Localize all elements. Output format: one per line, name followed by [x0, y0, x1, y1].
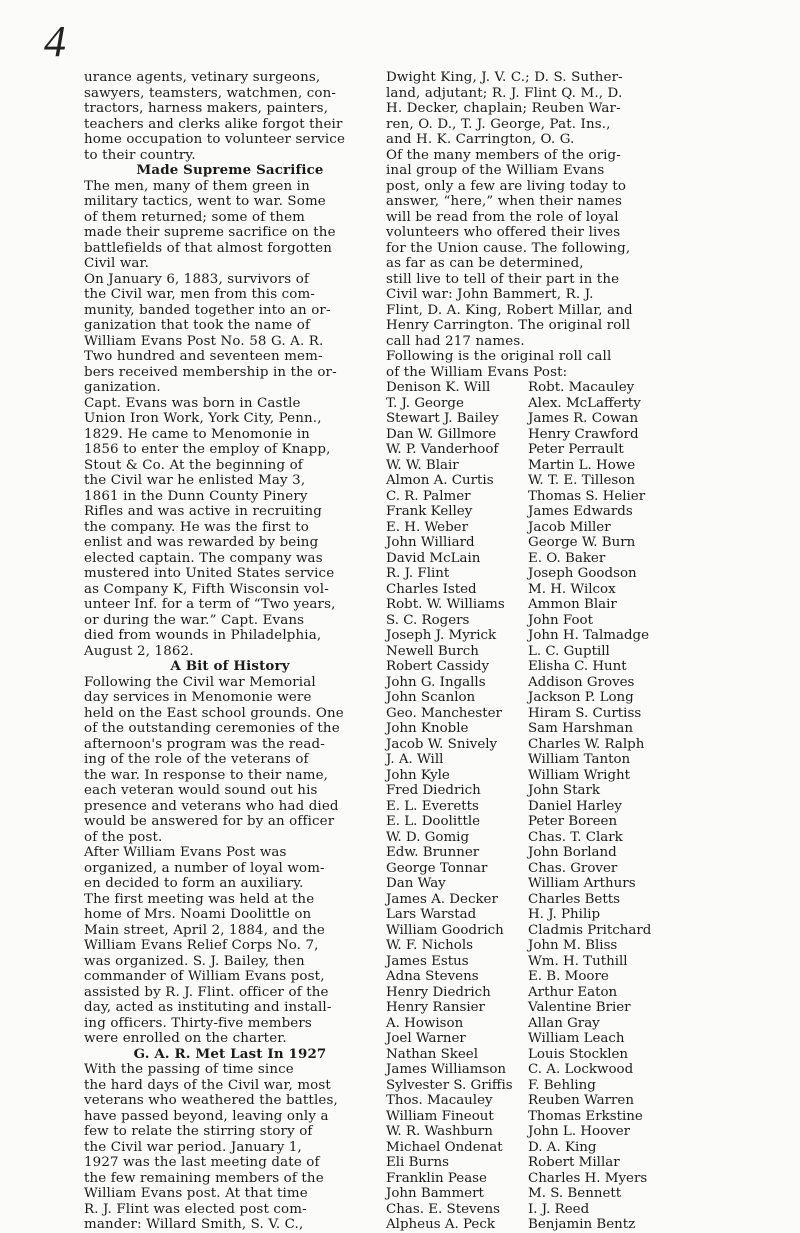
roll-call-row	[386, 861, 668, 877]
roll-call-name: Alpheus A. Peck	[386, 1217, 495, 1232]
text-line: Dwight King, J. V. C.; D. S. Suther-	[386, 70, 623, 85]
roll-call-name: W. R. Washburn	[386, 1124, 493, 1139]
roll-call-row	[386, 535, 668, 551]
text-line: as far as can be determined,	[386, 256, 584, 271]
text-line: ren, O. D., T. J. George, Pat. Ins.,	[386, 116, 611, 132]
roll-call-row	[386, 566, 668, 582]
roll-call-name: Nathan Skeel	[386, 1046, 478, 1062]
text-line: 1856 to enter the employ of Knapp,	[84, 442, 331, 457]
roll-call-name: Louis Stocklen	[528, 1046, 629, 1062]
text-line: few to relate the stirring story of	[84, 1124, 313, 1139]
text-line: of the post.	[84, 829, 163, 845]
text-line: With the passing of time since	[84, 1062, 294, 1077]
text-line: ganization.	[84, 380, 161, 395]
roll-call-name: Franklin Pease	[386, 1170, 487, 1186]
roll-call-name: Almon A. Curtis	[386, 473, 494, 488]
roll-call-row	[386, 737, 668, 753]
roll-call-row	[386, 1093, 668, 1109]
roll-call-name: Robt. W. Williams	[386, 597, 505, 612]
roll-call-row	[386, 504, 668, 520]
roll-call-name: H. J. Philip	[528, 907, 601, 922]
roll-call-name: John G. Ingalls	[386, 674, 486, 690]
roll-call-name: Robt. Macauley	[528, 380, 635, 395]
roll-call-name: Allan Gray	[528, 1015, 600, 1031]
roll-call-row	[386, 613, 668, 629]
section-heading: Made Supreme Sacrifice	[136, 162, 324, 178]
roll-call-row	[386, 1186, 668, 1202]
roll-call-row	[386, 954, 668, 970]
roll-call-name: Fred Diedrich	[386, 783, 481, 798]
roll-call-name: T. J. George	[386, 395, 464, 411]
roll-call-row	[386, 442, 668, 458]
text-line: the war. In response to their name,	[84, 767, 329, 783]
roll-call-row	[386, 690, 668, 706]
roll-call-name: John Foot	[528, 612, 593, 628]
roll-call-row	[386, 489, 668, 505]
roll-call-name: E. B. Moore	[528, 969, 609, 984]
text-line: teachers and clerks alike forgot their	[84, 116, 343, 132]
roll-call-name: Joel Warner	[386, 1031, 466, 1046]
roll-call-row	[386, 644, 668, 660]
roll-call-name: James A. Decker	[386, 891, 498, 907]
text-line: tractors, harness makers, painters,	[84, 101, 329, 116]
roll-call-name: Frank Kelley	[386, 504, 473, 519]
roll-call-name: Jacob W. Snively	[386, 736, 498, 752]
text-line: home of Mrs. Noami Doolittle on	[84, 907, 312, 922]
text-line: sawyers, teamsters, watchmen, con-	[84, 85, 337, 101]
roll-call-row	[386, 380, 668, 396]
text-line: died from wounds in Philadelphia,	[84, 628, 322, 643]
text-line: inal group of the William Evans	[386, 163, 605, 178]
roll-call-name: J. A. Will	[386, 752, 444, 767]
roll-call-name: S. C. Rogers	[386, 612, 470, 628]
roll-call-name: Hiram S. Curtiss	[528, 705, 642, 721]
text-line: ing of the role of the veterans of	[84, 752, 309, 767]
text-line: still live to tell of their part in the	[386, 271, 620, 287]
text-line: William Evans Relief Corps No. 7,	[84, 938, 319, 953]
text-line: the Civil war, men from this com-	[84, 287, 316, 302]
text-line: William Evans Post No. 58 G. A. R.	[84, 333, 324, 349]
roll-call-row	[386, 1016, 668, 1032]
roll-call-name: John Borland	[528, 845, 617, 860]
roll-call-name: Lars Warstad	[386, 907, 477, 922]
roll-call-row	[386, 1140, 668, 1156]
text-line: will be read from the role of loyal	[386, 209, 619, 225]
text-line: battlefields of that almost forgotten	[84, 240, 333, 256]
roll-call-row	[386, 969, 668, 985]
text-line: presence and veterans who had died	[84, 798, 339, 814]
left-column	[84, 70, 376, 1233]
roll-call-row	[386, 845, 668, 861]
roll-call-row	[386, 938, 668, 954]
roll-call-name: Valentine Brier	[528, 1000, 631, 1015]
roll-call-name: Addison Groves	[528, 674, 635, 690]
text-line: military tactics, went to war. Some	[84, 194, 326, 209]
text-line: of the William Evans Post:	[386, 364, 568, 380]
text-line: Flint, D. A. King, Robert Millar, and	[386, 302, 633, 318]
roll-call-row	[386, 907, 668, 923]
roll-call-row	[386, 1078, 668, 1094]
right-column	[386, 70, 668, 1233]
roll-call-name: James Williamson	[386, 1062, 506, 1077]
text-line: bers received membership in the or-	[84, 364, 337, 380]
roll-call-name: Elisha C. Hunt	[528, 659, 627, 674]
roll-call-name: Martin L. Howe	[528, 457, 636, 473]
roll-call-name: D. A. King	[528, 1139, 597, 1155]
roll-call-name: Charles W. Ralph	[528, 736, 645, 752]
roll-call-row	[386, 768, 668, 784]
text-line: Main street, April 2, 1884, and the	[84, 922, 325, 938]
roll-call-row	[386, 1202, 668, 1218]
text-line: Two hundred and seventeen mem-	[84, 349, 323, 364]
text-line: to their country.	[84, 147, 196, 163]
roll-call-name: W. T. E. Tilleson	[528, 473, 635, 488]
roll-call-row	[386, 675, 668, 691]
roll-call-row	[386, 892, 668, 908]
roll-call-row	[386, 551, 668, 567]
text-line: munity, banded together into an or-	[84, 302, 331, 318]
roll-call-name: Thos. Macauley	[386, 1093, 493, 1108]
roll-call-row	[386, 1062, 668, 1078]
roll-call-name: E. H. Weber	[386, 519, 468, 535]
text-line: for the Union cause. The following,	[386, 240, 631, 256]
roll-call-name: David McLain	[386, 550, 481, 566]
text-line: the hard days of the Civil war, most	[84, 1077, 331, 1093]
roll-call-name: Wm. H. Tuthill	[528, 953, 628, 969]
text-line: of the outstanding ceremonies of the	[84, 721, 340, 736]
roll-call-row	[386, 814, 668, 830]
roll-call-name: Sylvester S. Griffis	[386, 1077, 513, 1093]
text-line: mander: Willard Smith, S. V. C.,	[84, 1217, 304, 1232]
roll-call-name: George W. Burn	[528, 535, 636, 550]
text-line: Of the many members of the orig-	[386, 147, 621, 163]
roll-call-name: Peter Boreen	[528, 814, 618, 829]
roll-call-name: William Wright	[528, 767, 631, 783]
roll-call-name: John M. Bliss	[528, 938, 618, 953]
roll-call-name: Edw. Brunner	[386, 845, 480, 860]
roll-call-name: John Williard	[386, 535, 475, 550]
roll-call-name: Joseph Goodson	[528, 566, 637, 581]
text-line: and H. K. Carrington, O. G.	[386, 132, 575, 147]
roll-call-name: Joseph J. Myrick	[386, 628, 497, 643]
roll-call-name: James Edwards	[528, 504, 633, 519]
roll-call-row	[386, 597, 668, 613]
roll-call-row	[386, 721, 668, 737]
roll-call-row	[386, 752, 668, 768]
roll-call-row	[386, 923, 668, 939]
text-line: of them returned; some of them	[84, 209, 305, 225]
text-line: urance agents, vetinary surgeons,	[84, 70, 321, 85]
text-line: H. Decker, chaplain; Reuben War-	[386, 101, 621, 116]
roll-call-row	[386, 706, 668, 722]
roll-call-name: W. F. Nichols	[386, 938, 473, 953]
text-line: were enrolled on the charter.	[84, 1031, 287, 1046]
text-line: 1861 in the Dunn County Pinery	[84, 488, 308, 504]
text-line: William Evans post. At that time	[84, 1186, 308, 1201]
text-line: mustered into United States service	[84, 566, 335, 581]
roll-call-row	[386, 1047, 668, 1063]
text-line: made their supreme sacrifice on the	[84, 225, 336, 240]
roll-call-name: Geo. Manchester	[386, 705, 502, 721]
roll-call-name: John Scanlon	[386, 690, 476, 705]
roll-call-row	[386, 1000, 668, 1016]
roll-call-name: E. L. Everetts	[386, 798, 479, 814]
roll-call-row	[386, 628, 668, 644]
text-line: or during the war.” Capt. Evans	[84, 612, 305, 628]
roll-call-row	[386, 1109, 668, 1125]
roll-call-name: Ammon Blair	[528, 597, 617, 612]
text-line: Capt. Evans was born in Castle	[84, 395, 301, 411]
text-line: post, only a few are living today to	[386, 178, 627, 194]
roll-call-row	[386, 1171, 668, 1187]
roll-call-name: Charles H. Myers	[528, 1170, 648, 1186]
roll-call-name: Thomas Erkstine	[528, 1108, 643, 1124]
page-number: 4	[44, 17, 66, 66]
roll-call-row	[386, 582, 668, 598]
text-line: The men, many of them green in	[84, 178, 310, 194]
roll-call-name: John Bammert	[386, 1186, 484, 1201]
roll-call-name: John Stark	[528, 783, 600, 798]
roll-call-name: Newell Burch	[386, 643, 479, 659]
roll-call-name: Dan W. Gillmore	[386, 426, 497, 442]
text-line: Following the Civil war Memorial	[84, 674, 316, 690]
roll-call-name: Stewart J. Bailey	[386, 411, 499, 426]
roll-call-row	[386, 799, 668, 815]
text-line: organized, a number of loyal wom-	[84, 860, 325, 876]
roll-call-name: Cladmis Pritchard	[528, 922, 652, 938]
roll-call-name: William Tanton	[528, 752, 631, 767]
roll-call-name: Sam Harshman	[528, 721, 633, 736]
roll-call-name: Eli Burns	[386, 1155, 449, 1170]
text-line: assisted by R. J. Flint. officer of the	[84, 984, 329, 1000]
roll-call-name: William Leach	[528, 1031, 625, 1046]
text-line: ganization that took the name of	[84, 318, 311, 333]
text-line: 1927 was the last meeting date of	[84, 1155, 320, 1170]
roll-call-name: Chas. Grover	[528, 860, 618, 876]
text-line: elected captain. The company was	[84, 550, 323, 566]
text-line: day services in Menomonie were	[84, 690, 312, 705]
text-line: day, acted as instituting and install-	[84, 1000, 332, 1015]
text-line: veterans who weathered the battles,	[84, 1093, 338, 1108]
text-line: 1829. He came to Menomonie in	[84, 426, 310, 442]
roll-call-name: Robert Millar	[528, 1155, 620, 1170]
roll-call-name: A. Howison	[386, 1015, 464, 1031]
text-line: land, adjutant; R. J. Flint Q. M., D.	[386, 85, 623, 101]
text-line: would be answered for by an officer	[84, 814, 335, 829]
roll-call-name: Charles Isted	[386, 581, 477, 597]
roll-call-name: Chas. T. Clark	[528, 829, 623, 845]
roll-call-name: Daniel Harley	[528, 798, 622, 814]
roll-call-row	[386, 520, 668, 536]
text-line: ing officers. Thirty-five members	[84, 1015, 312, 1031]
roll-call-name: E. L. Doolittle	[386, 814, 481, 829]
roll-call-name: James Estus	[386, 953, 469, 969]
roll-call-row	[386, 396, 668, 412]
text-line: After William Evans Post was	[84, 845, 287, 860]
text-line: en decided to form an auxiliary.	[84, 876, 304, 891]
roll-call-row	[386, 985, 668, 1001]
roll-call-row	[386, 427, 668, 443]
text-line: Union Iron Work, York City, Penn.,	[84, 411, 322, 426]
text-line: volunteers who offered their lives	[386, 225, 621, 240]
roll-call-name: E. O. Baker	[528, 550, 606, 566]
roll-call-row	[386, 458, 668, 474]
text-line: commander of William Evans post,	[84, 969, 325, 984]
roll-call-name: W. W. Blair	[386, 457, 459, 473]
text-line: Civil war: John Bammert, R. J.	[386, 287, 594, 302]
roll-call-name: L. C. Guptill	[528, 643, 610, 659]
text-line: home occupation to volunteer service	[84, 132, 346, 147]
text-line: answer, “here,” when their names	[386, 194, 623, 209]
text-line: Civil war.	[84, 256, 150, 271]
roll-call-name: Jacob Miller	[528, 519, 611, 535]
roll-call-name: John Knoble	[386, 721, 469, 736]
text-line: have passed beyond, leaving only a	[84, 1108, 329, 1124]
roll-call-name: Thomas S. Helier	[528, 488, 646, 504]
text-line: the Civil war he enlisted May 3,	[84, 473, 306, 488]
text-line: the Civil war period. January 1,	[84, 1139, 302, 1155]
roll-call-name: Jackson P. Long	[528, 690, 634, 705]
section-heading: G. A. R. Met Last In 1927	[133, 1045, 327, 1062]
roll-call-row	[386, 411, 668, 427]
roll-call-row	[386, 659, 668, 675]
roll-call-name: M. S. Bennett	[528, 1186, 622, 1201]
text-line: call had 217 names.	[386, 333, 525, 349]
roll-call-row	[386, 876, 668, 892]
roll-call-name: Henry Crawford	[528, 426, 639, 442]
roll-call-name: W. P. Vanderhoof	[386, 442, 499, 457]
text-line: the company. He was the first to	[84, 519, 309, 535]
roll-call-row	[386, 1217, 668, 1233]
roll-call-name: F. Behling	[528, 1077, 596, 1093]
roll-call-name: John Kyle	[386, 767, 450, 783]
text-line: enlist and was rewarded by being	[84, 535, 319, 550]
text-line: Following is the original roll call	[386, 349, 612, 364]
roll-call-name: Robert Cassidy	[386, 659, 490, 674]
roll-call-name: C. A. Lockwood	[528, 1062, 634, 1077]
roll-call-name: C. R. Palmer	[386, 488, 471, 504]
roll-call-name: Chas. E. Stevens	[386, 1201, 500, 1217]
roll-call-name: John L. Hoover	[528, 1124, 631, 1139]
text-line: August 2, 1862.	[84, 643, 194, 659]
roll-call-name: Adna Stevens	[386, 969, 479, 984]
roll-call-name: Dan Way	[386, 876, 446, 891]
text-line: Henry Carrington. The original roll	[386, 318, 631, 333]
roll-call-name: Michael Ondenat	[386, 1139, 503, 1155]
roll-call-name: Benjamin Bentz	[528, 1217, 636, 1232]
roll-call-row	[386, 1155, 668, 1171]
roll-call-name: Charles Betts	[528, 891, 620, 907]
roll-call-name: Henry Ransier	[386, 1000, 485, 1015]
roll-call-name: Arthur Eaton	[528, 984, 618, 1000]
right-column-text	[386, 70, 668, 380]
text-line: R. J. Flint was elected post com-	[84, 1201, 307, 1217]
roll-call-name: Reuben Warren	[528, 1093, 634, 1108]
text-line: held on the East school grounds. One	[84, 705, 344, 721]
roll-call-name: William Arthurs	[528, 876, 636, 891]
text-line: The first meeting was held at the	[84, 891, 315, 907]
text-line: as Company K, Fifth Wisconsin vol-	[84, 581, 329, 597]
roll-call-list	[386, 380, 668, 1233]
text-line: each veteran would sound out his	[84, 783, 318, 798]
roll-call-name: Peter Perrault	[528, 442, 624, 457]
section-heading: A Bit of History	[170, 658, 290, 674]
roll-call-name: William Fineout	[386, 1108, 494, 1124]
roll-call-name: I. J. Reed	[528, 1201, 590, 1217]
text-line: unteer Inf. for a term of “Two years,	[84, 597, 336, 612]
roll-call-row	[386, 1031, 668, 1047]
roll-call-name: R. J. Flint	[386, 566, 450, 581]
roll-call-name: Alex. McLafferty	[528, 395, 641, 411]
text-line: On January 6, 1883, survivors of	[84, 271, 310, 287]
text-line: the few remaining members of the	[84, 1170, 324, 1186]
text-line: was organized. S. J. Bailey, then	[84, 953, 305, 969]
roll-call-row	[386, 783, 668, 799]
text-line: Stout & Co. At the beginning of	[84, 457, 303, 473]
roll-call-row	[386, 473, 668, 489]
roll-call-name: W. D. Gomig	[386, 829, 470, 845]
roll-call-name: John H. Talmadge	[528, 628, 650, 643]
text-line: afternoon's program was the read-	[84, 736, 325, 752]
roll-call-row	[386, 1124, 668, 1140]
roll-call-name: James R. Cowan	[528, 411, 639, 426]
roll-call-row	[386, 830, 668, 846]
roll-call-name: M. H. Wilcox	[528, 581, 616, 597]
roll-call-name: William Goodrich	[386, 922, 504, 938]
text-line: Rifles and was active in recruiting	[84, 504, 322, 519]
roll-call-name: Henry Diedrich	[386, 984, 491, 1000]
roll-call-name: Denison K. Will	[386, 380, 491, 395]
roll-call-name: George Tonnar	[386, 860, 488, 876]
